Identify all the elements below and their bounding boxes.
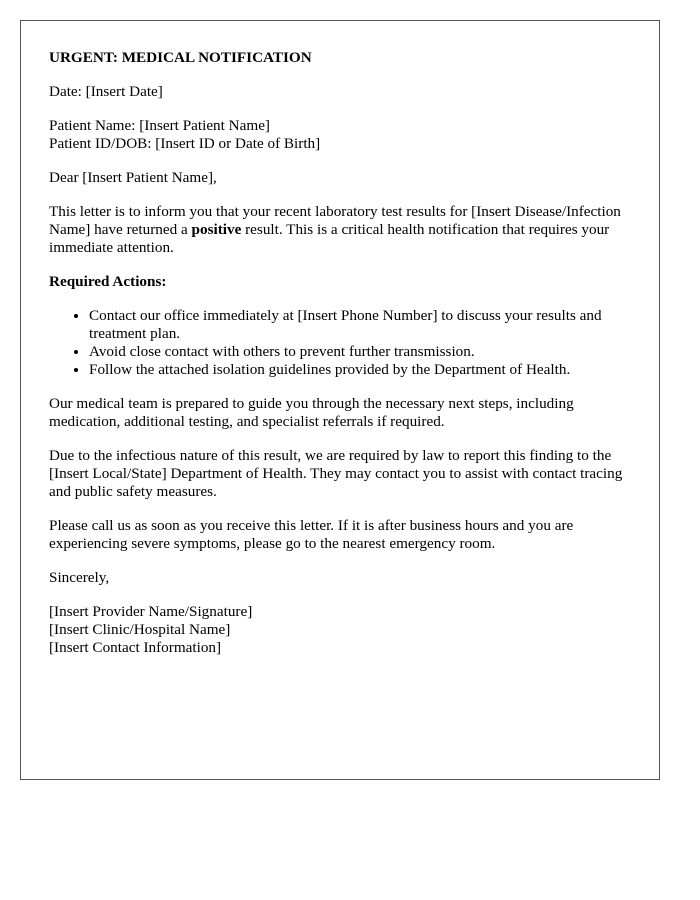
date-line: Date: [Insert Date] [49, 83, 163, 100]
letter-title: URGENT: MEDICAL NOTIFICATION [49, 49, 312, 66]
intro-text-after: result. This is a critical health notification that requires your immediate attention. [49, 221, 610, 256]
team-paragraph: Our medical team is prepared to guide you through the necessary next steps, including medication, additional testing, and specialist referrals if required. [49, 395, 574, 430]
action-item: • Contact our office immediately at [Insert Phone Number] to discuss your results and treatment plan. [89, 307, 631, 343]
intro-emphasis: positive [191, 221, 242, 238]
report-paragraph: Due to the infectious nature of this result, we are required by law to report this finding to the [Insert Local/State] Department of Health. They may contact you to assist with contact tracing and public safety measures. [49, 447, 623, 500]
action-item: • Follow the attached isolation guidelines provided by the Department of Health. [89, 361, 631, 379]
call-paragraph: Please call us as soon as you receive this letter. If it is after business hours and you are experiencing severe symptoms, please go to the nearest emergency room. [49, 517, 574, 552]
signature-contact: [Insert Contact Information] [49, 639, 222, 656]
action-item: • Avoid close contact with others to prevent further transmission. [89, 343, 631, 361]
signature-provider: [Insert Provider Name/Signature] [49, 603, 253, 620]
actions-list [49, 307, 631, 379]
signature-clinic: [Insert Clinic/Hospital Name] [49, 621, 231, 638]
intro-paragraph [49, 203, 631, 257]
salutation: Dear [Insert Patient Name], [49, 169, 217, 186]
actions-heading: Required Actions: [49, 273, 167, 290]
patient-id-line: Patient ID/DOB: [Insert ID or Date of Birth] [49, 135, 321, 152]
patient-name-line: Patient Name: [Insert Patient Name] [49, 117, 270, 134]
signature-block [49, 603, 631, 657]
intro-text-before: This letter is to inform you that your recent laboratory test results for [Insert Disease/Infection Name] have returned a [49, 203, 621, 238]
letter-document [20, 20, 660, 780]
closing: Sincerely, [49, 569, 110, 586]
patient-info [49, 117, 631, 153]
